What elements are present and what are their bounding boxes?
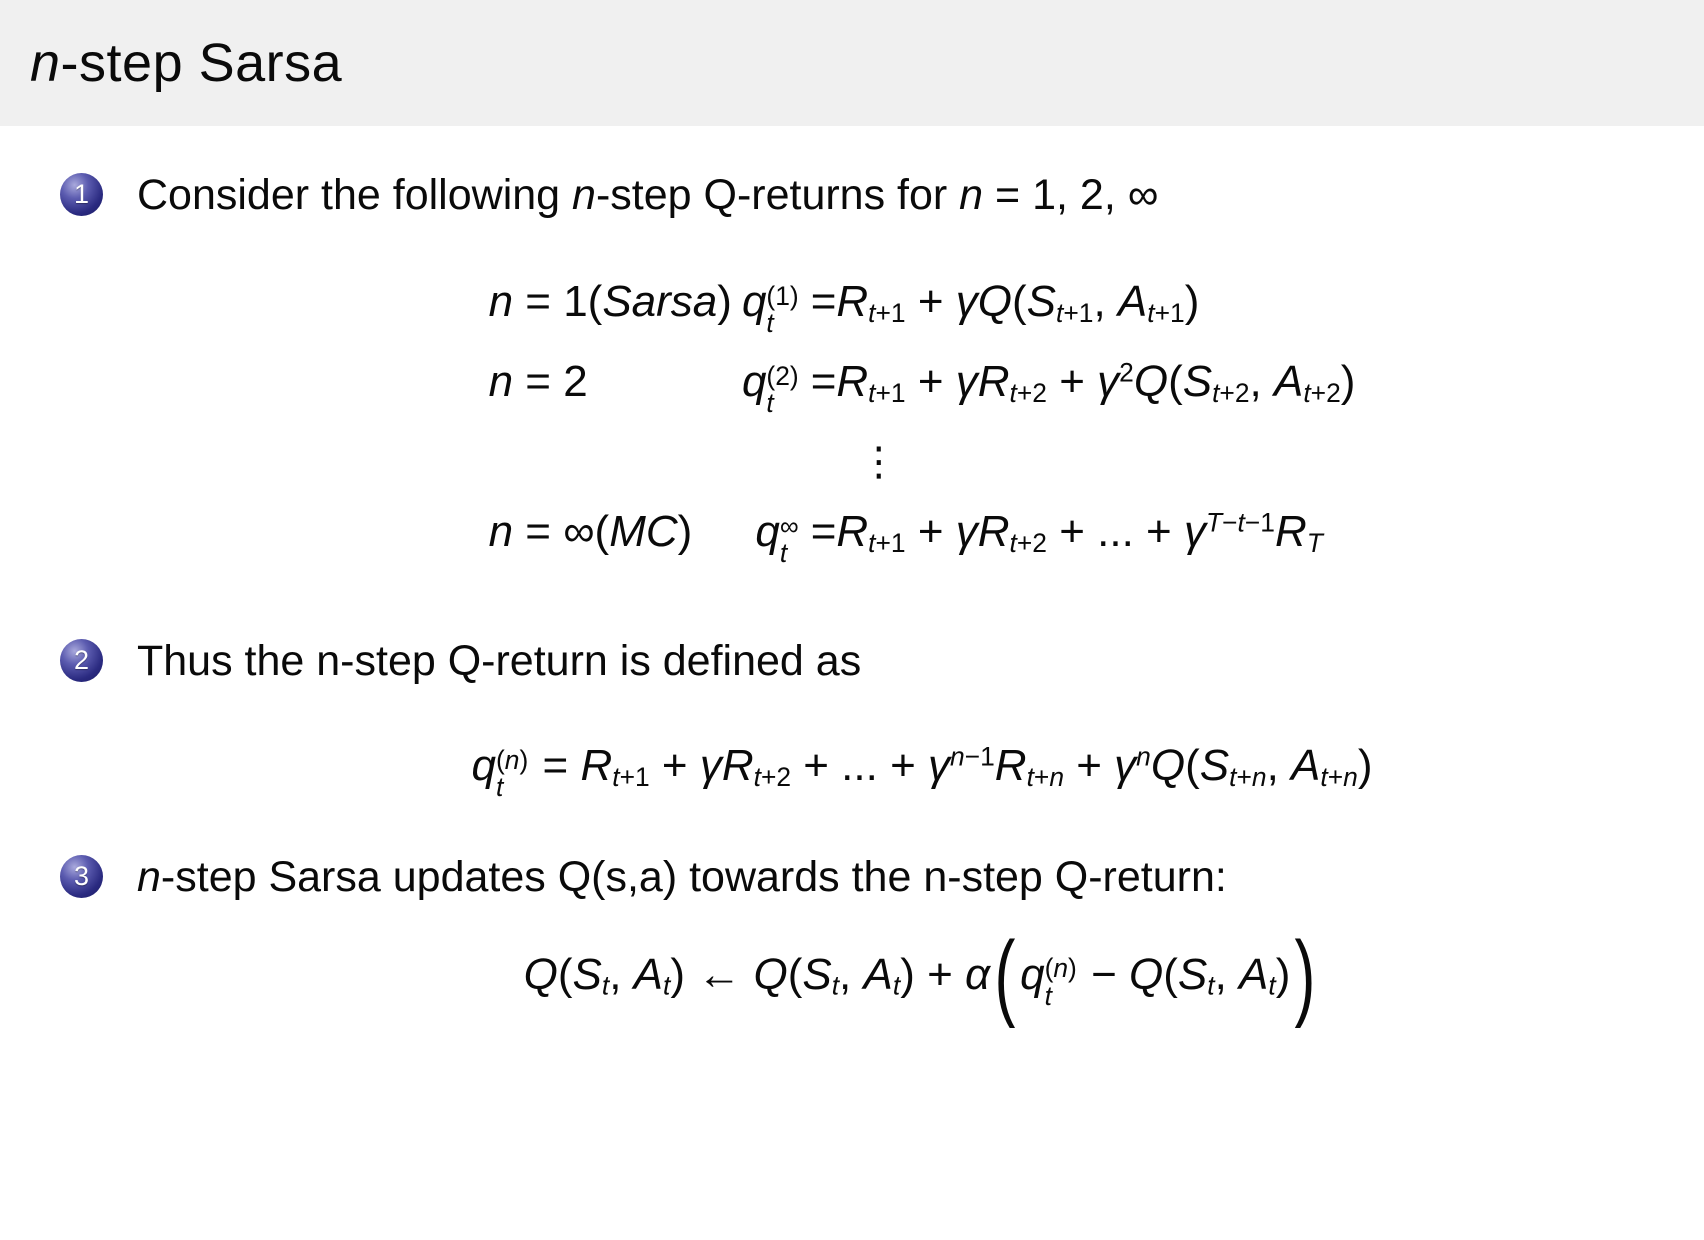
q-return-definition-block: [140, 740, 1704, 802]
eq-row3-rhs: $=R_{t+1} + \gamma R_{t+2}$ + ... + $\gamma^{T-t-1}R_T$: [810, 507, 1323, 558]
eq-row2-label: n = 2: [488, 356, 588, 406]
bullet-text-2: Thus the n-step Q-return is defined as: [137, 637, 862, 686]
eq-row3-label: n = ∞(MC): [488, 507, 693, 557]
eq-row2-lhs: q (2) t: [741, 356, 799, 419]
sarsa-update-equation: $Q(S_t$, $A_t$) ← $Q(S_t$, $A_t) + \alpha$( q (n) t − $Q(S_t$, $A_t$)): [523, 921, 1316, 1029]
bullet-item-3: [0, 850, 1704, 906]
bullet-number-badge-2: 2: [60, 639, 103, 682]
vertical-dots: ⋮: [858, 440, 899, 485]
aligned-equations: [489, 276, 1356, 568]
eq-row3-lhs: q ∞ t: [755, 507, 799, 569]
bullet-number-badge-3: 3: [60, 855, 103, 898]
eq-row2-rhs: $=R_{t+1} + \gamma R_{t+2} + \gamma^2Q(S_{t+2}$, $A_{t+2}$): [810, 356, 1356, 408]
aligned-q-returns-block: [140, 276, 1704, 568]
bullet-number-badge-1: 1: [60, 173, 103, 216]
eq-row1-label: n = 1(Sarsa): [488, 276, 732, 326]
bullet-item-2: [0, 634, 1704, 690]
slide-title: n-step Sarsa: [30, 33, 343, 93]
bullet-text-3: n-step Sarsa updates Q(s,a) towards the n-step Q-return:: [137, 853, 1227, 902]
sarsa-update-block: [140, 921, 1704, 1029]
eq-row1-rhs: $=R_{t+1} + \gamma Q(S_{t+1}$, $A_{t+1}$): [810, 276, 1200, 328]
q-return-definition-equation: q (n) t = $R_{t+1} + \gamma R_{t+2}$ + ... + $\gamma^{n-1}R_{t+n} + \gamma^nQ(S_{t+n}$, $A_{t+n}$): [471, 741, 1373, 803]
bullet-text-1: Consider the following n-step Q-returns for n = 1, 2, ∞: [137, 171, 1159, 219]
bullet-item-1: [0, 168, 1704, 224]
slide-title-bar: [0, 0, 1704, 126]
slide-body: [0, 168, 1704, 1029]
eq-row1-lhs: q (1) t: [741, 276, 799, 339]
